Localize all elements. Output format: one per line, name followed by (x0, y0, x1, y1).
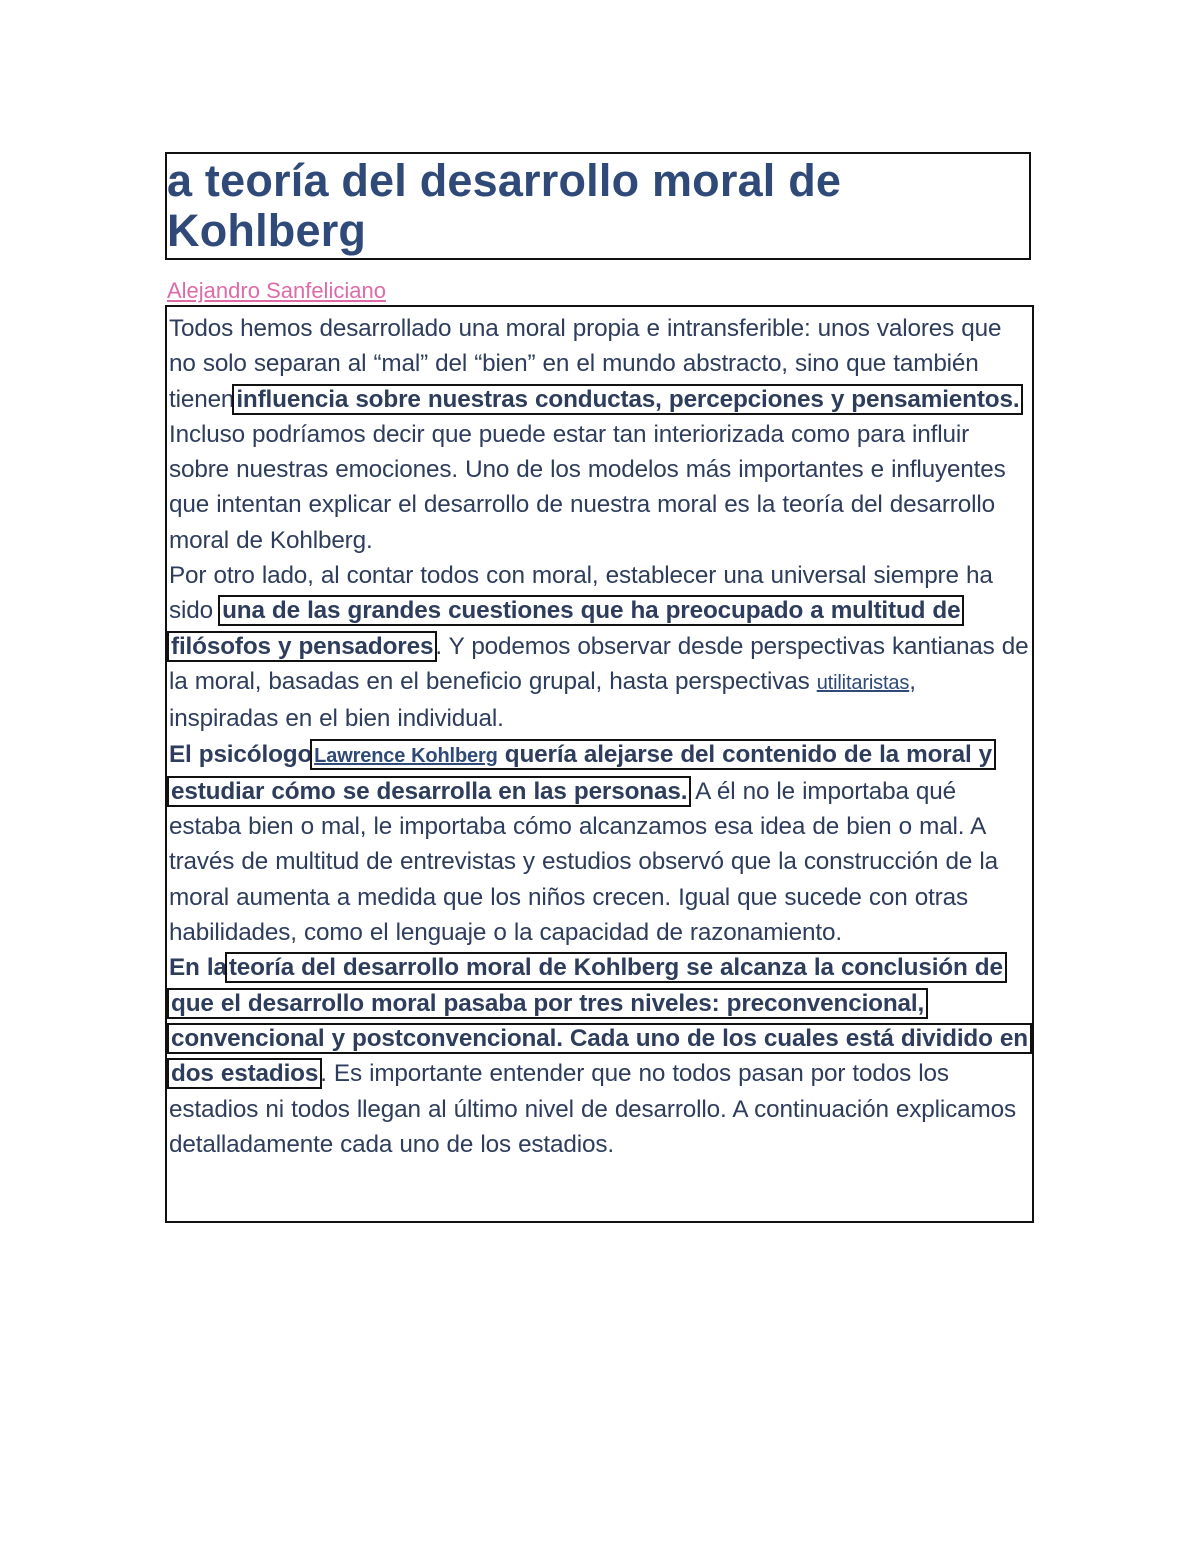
title-box (165, 152, 1031, 260)
paragraph-text: , inspiradas en el bien individual. (169, 667, 916, 733)
bold-phrase: En la (169, 954, 227, 982)
document-title: a teoría del desarrollo moral de Kohlberg (167, 155, 842, 256)
paragraph-levels (169, 950, 1030, 1162)
paragraph-text: . Es importante entender que no todos pasan por todos los estadios ni todos llegan al último nivel de desarrollo. A continuación explicamos detalladamente cada uno de los estadios. (169, 1060, 1016, 1158)
article-body (165, 305, 1034, 1223)
kohlberg-link[interactable]: Lawrence Kohlberg (314, 744, 498, 767)
paragraph-universal-moral (169, 558, 1030, 736)
paragraph-text: . Y podemos observar desde perspectivas kantianas de la moral, basadas en el beneficio grupal, hasta perspectivas (169, 632, 1029, 695)
paragraph-kohlberg (169, 737, 1030, 951)
paragraph-intro (169, 311, 1030, 558)
highlighted-text: quería alejarse del contenido de la moral y estudiar cómo se desarrolla en las personas. (171, 740, 993, 805)
highlighted-phrase: influencia sobre nuestras conductas, percepciones y pensamientos. (236, 385, 1020, 413)
paragraph-text: Todos hemos desarrollado una moral propia e intransferible: unos valores que no solo separan al “mal” del “bien” en el mundo abstracto, sino que también tienen (169, 315, 1002, 413)
paragraph-text: A él no le importaba qué estaba bien o mal, le importaba cómo alcanzamos esa idea de bien o mal. A través de multitud de entrevistas y estudios observó que la construcción de la moral aumenta a medida que los niños crecen. Igual que sucede con otras habilidades, como el lenguaje o la capacidad de razonamiento. (169, 777, 998, 947)
paragraph-text: Incluso podríamos decir que puede estar tan interiorizada como para influir sobre nuestras emociones. Uno de los modelos más importantes e influyentes que intentan explicar el desarrollo de nuestra moral es la teoría del desarrollo moral de Kohlberg. (169, 420, 1006, 554)
paragraph-text: Por otro lado, al contar todos con moral, establecer una universal siempre ha sido (169, 562, 993, 625)
highlighted-phrase: teoría del desarrollo moral de Kohlberg se alcanza la conclusión de que el desarrollo moral pasaba por tres niveles: preconvencional, convencional y postconvencional. Cada uno de los cuales está dividido en dos estadios (171, 954, 1028, 1088)
utilitaristas-link[interactable]: utilitaristas (816, 671, 910, 694)
author-link[interactable]: Alejandro Sanfeliciano (167, 278, 386, 303)
bold-phrase: El psicólogo (169, 740, 313, 768)
highlighted-phrase: una de las grandes cuestiones que ha preocupado a multitud de filósofos y pensadores (171, 597, 961, 660)
